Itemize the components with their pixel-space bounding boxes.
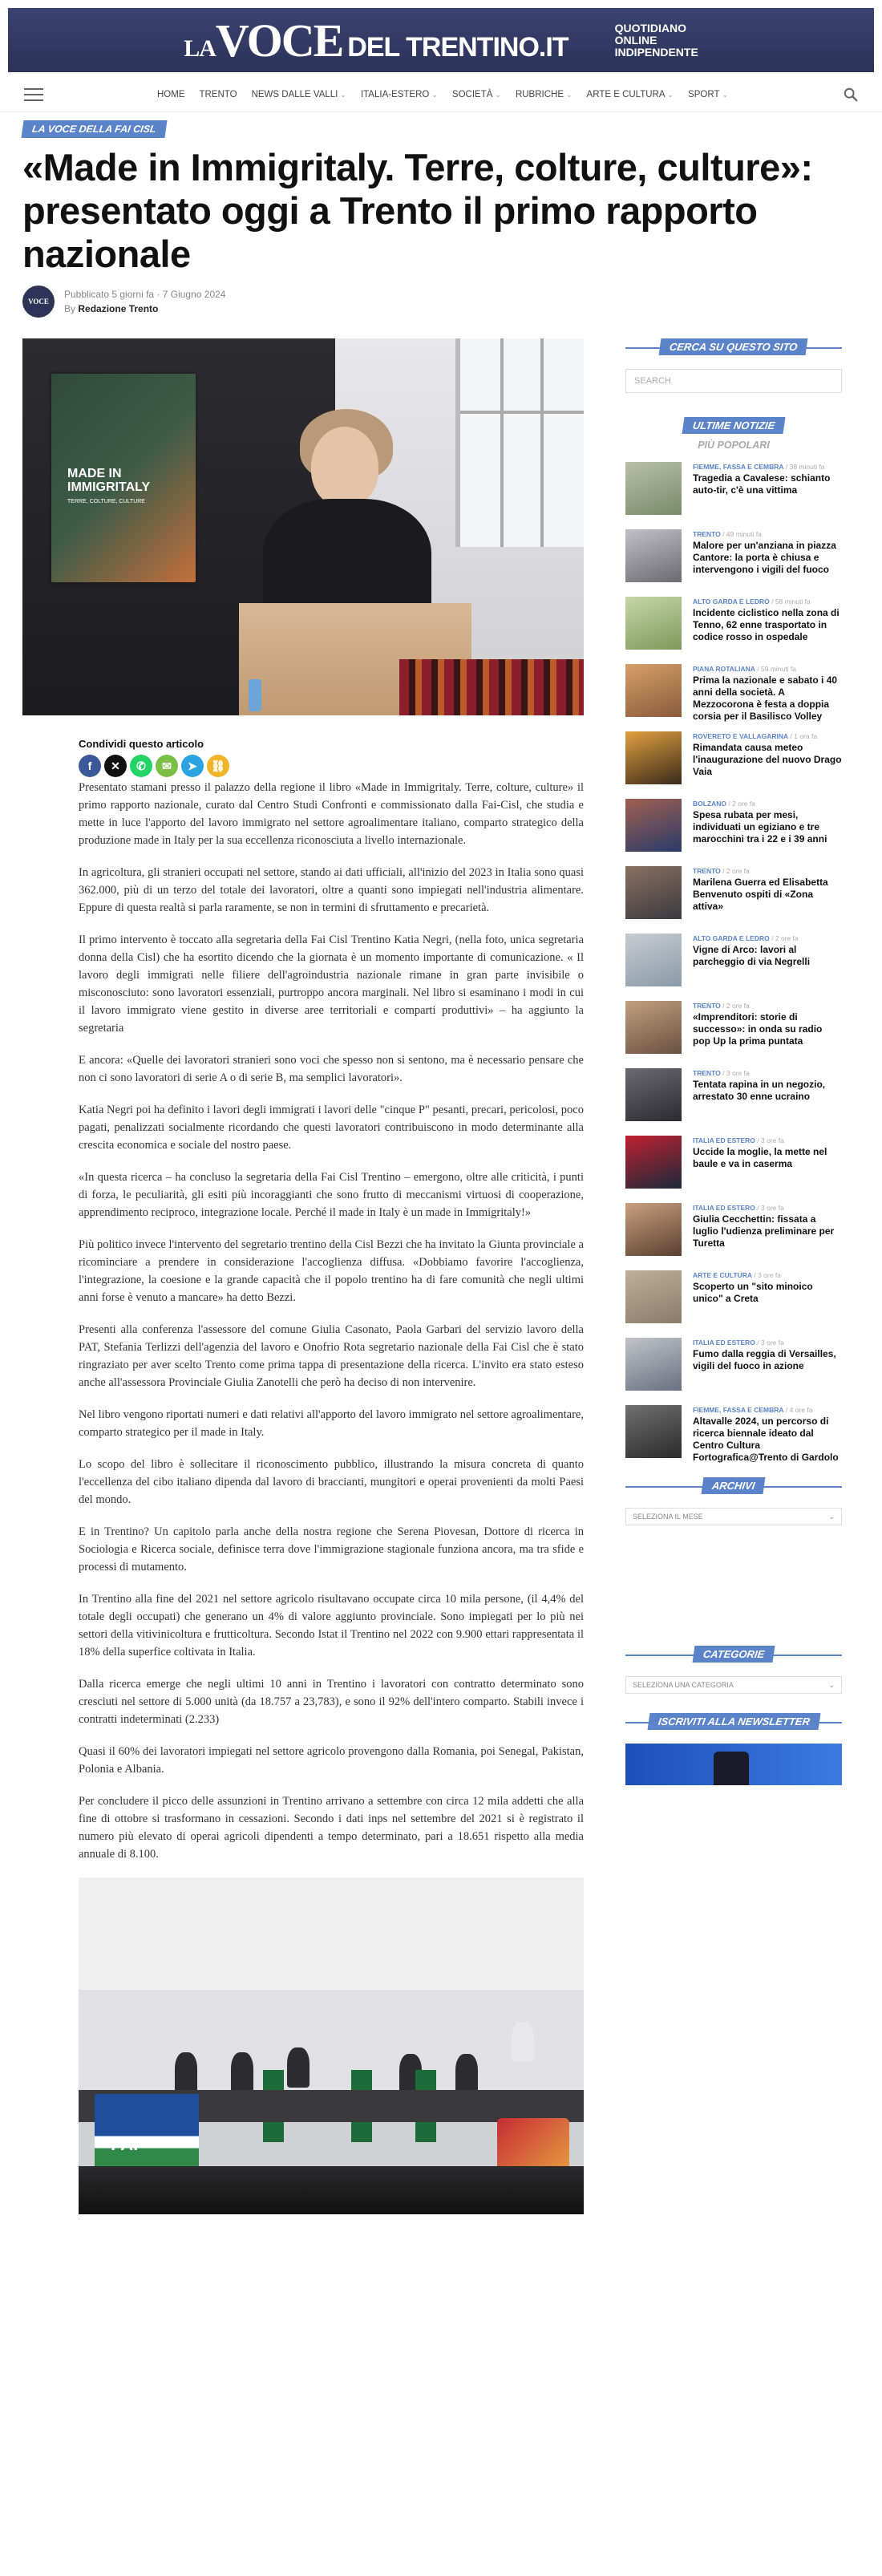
tab-latest-news[interactable]: ULTIME NOTIZIE	[682, 417, 785, 434]
share-section	[79, 738, 584, 777]
news-time: 59 minuti fa	[761, 665, 796, 673]
chevron-down-icon: ⌄	[495, 90, 501, 99]
news-title[interactable]: Tragedia a Cavalese: schianto auto-tir, c'è una vittima	[693, 472, 831, 496]
book-cover-title: MADE IN IMMIGRITALY	[67, 467, 151, 494]
news-separator: /	[755, 665, 762, 673]
archive-widget	[625, 1477, 842, 1525]
news-separator: /	[769, 597, 775, 606]
chevron-down-icon: ⌄	[722, 90, 729, 99]
archive-select[interactable]	[625, 1508, 842, 1525]
news-info	[693, 462, 842, 515]
nav-item-societ-[interactable]: SOCIETÀ ⌄	[451, 89, 501, 99]
news-separator: /	[783, 463, 790, 471]
news-info	[693, 731, 842, 784]
email-icon[interactable]: ✉	[156, 755, 178, 777]
news-title[interactable]: Scoperto un "sito minoico unico" a Creta	[693, 1281, 813, 1304]
news-item[interactable]	[625, 462, 842, 515]
article-paragraph: E ancora: «Quelle dei lavoratori stranieri sono voci che spesso non si sentono, ma è necessario pensare che non ci sono lavoratori di serie A o di serie B, ma semplici lavoratori».	[79, 1054, 584, 1084]
article-paragraph: In agricoltura, gli stranieri occupati nel settore, stando ai dati ufficiali, all'inizio del 2023 in Italia sono quasi 362.000, più di un terzo del totale dei lavoratori, oltre a quanti sono impiegati nell'industria alimentare. Eppure di questa realtà si parla raramente, se non in termini di sfruttamento e precarietà.	[79, 866, 584, 914]
article-paragraph: Katia Negri poi ha definito i lavori degli immigrati i lavori delle "cinque P" pesanti, precari, pericolosi, poco pagati, penalizzati socialmente ricordando che questi lavoratori contribuiscono in modo determinante alla crescita economica e sociale del nostro paese.	[79, 1104, 584, 1152]
categories-heading: CATEGORIE	[692, 1646, 775, 1663]
nav-item-trento[interactable]: TRENTO	[199, 89, 237, 99]
news-category[interactable]: ROVERETO E VALLAGARINA	[693, 732, 789, 740]
news-meta	[693, 1136, 842, 1145]
news-item[interactable]	[625, 731, 842, 784]
news-separator: /	[720, 1069, 726, 1077]
nav-item-rubriche[interactable]: RUBRICHE ⌄	[515, 89, 572, 99]
news-meta	[693, 866, 842, 876]
categories-widget	[625, 1646, 842, 1694]
news-thumbnail[interactable]	[625, 664, 682, 717]
news-time: 3 ore fa	[761, 1339, 784, 1347]
article-paragraph: «In questa ricerca – ha concluso la segretaria della Fai Cisl Trentino – emergono, oltre alle criticità, i punti di forza, le peculiarità, gli esiti più incoraggianti che sono frutto di meccanismi virtuosi di cooperazione, apprendimento reciproco, integrazione locale. Perché il made in Italy è un made in Immigritaly!»	[79, 1171, 584, 1219]
chevron-down-icon: ⌄	[566, 90, 572, 99]
news-info	[693, 1270, 842, 1323]
share-label: Condividi questo articolo	[79, 738, 204, 750]
news-separator: /	[726, 800, 733, 808]
author-line	[64, 302, 225, 316]
news-category[interactable]: ARTE E CULTURA	[693, 1271, 752, 1279]
news-info	[693, 597, 842, 650]
article-paragraph: Presenti alla conferenza l'assessore del comune Giulia Casonato, Paola Garbari del servizio lavoro della PAT, Stefania Terlizzi dell'agenzia del lavoro e Onofrio Rota segretario nazionale della Fai Cisl che è stato ringraziato per aver scelto Trento come prima tappa di presentazione della ricerca. L'invito era stato esteso anche all'assessora Provinciale Giulia Zanotelli che però ha deciso di non intervenire.	[79, 1323, 584, 1389]
news-separator: /	[720, 1002, 726, 1010]
news-time: 3 ore fa	[761, 1204, 784, 1212]
tab-most-popular[interactable]: PIÙ POPOLARI	[698, 439, 770, 451]
news-item[interactable]	[625, 1136, 842, 1189]
news-info	[693, 1338, 842, 1391]
news-info	[693, 664, 842, 722]
news-category[interactable]: TRENTO	[693, 530, 721, 538]
news-item[interactable]	[625, 597, 842, 650]
news-info	[693, 934, 842, 986]
news-category[interactable]: FIEMME, FASSA E CEMBRA	[693, 1406, 784, 1414]
news-title[interactable]: Vigne di Arco: lavori al parcheggio di via Negrelli	[693, 944, 811, 967]
news-item[interactable]	[625, 866, 842, 919]
site-header	[0, 0, 882, 77]
news-thumbnail[interactable]	[625, 1338, 682, 1391]
news-info	[693, 866, 842, 919]
news-thumbnail[interactable]	[625, 462, 682, 515]
conference-photo	[79, 1877, 584, 2214]
search-widget	[625, 338, 842, 393]
news-info	[693, 1203, 842, 1256]
news-meta	[693, 664, 842, 674]
news-meta	[693, 1001, 842, 1011]
article-paragraph: E in Trentino? Un capitolo parla anche della nostra regione che Serena Piovesan, Dottore di ricerca in Sociologia e Ricerca sociale, definisce terra dove l'immigrazione stagionale funziona ancora, ma tra sfide e processi di mutamento.	[79, 1525, 584, 1574]
news-time: 2 ore fa	[775, 934, 799, 942]
archive-select-value: SELEZIONA IL MESE	[633, 1513, 703, 1521]
news-thumbnail[interactable]	[625, 1136, 682, 1189]
nav-item-home[interactable]: HOME	[157, 89, 185, 99]
main-nav	[0, 77, 882, 112]
book-cover-subtitle: TERRE, COLTURE, CULTURE	[67, 499, 145, 504]
flag-label: FAI	[111, 2134, 139, 2154]
chevron-down-icon: ⌄	[828, 1512, 835, 1521]
news-thumbnail[interactable]	[625, 1203, 682, 1256]
hero-image	[22, 338, 584, 715]
news-info	[693, 1136, 842, 1189]
author-name[interactable]: Redazione Trento	[78, 303, 159, 314]
sidebar-search-input[interactable]: SEARCH	[625, 369, 842, 393]
logo-la: LA	[184, 34, 216, 62]
site-tagline	[615, 22, 698, 59]
logo-voce: VOCE	[215, 14, 343, 67]
hamburger-menu-icon[interactable]	[24, 88, 43, 101]
news-title[interactable]: Spesa rubata per mesi, individuati un egiziano e tre marocchini tra i 22 e i 39 anni	[693, 809, 827, 844]
news-category[interactable]: FIEMME, FASSA E CEMBRA	[693, 463, 784, 471]
nav-item-arte-e-cultura[interactable]: ARTE E CULTURA ⌄	[586, 89, 674, 99]
logo-del: DEL TRENTINO.IT	[347, 31, 568, 63]
categories-select-value: SELEZIONA UNA CATEGORIA	[633, 1681, 734, 1689]
byline	[22, 286, 860, 318]
news-item[interactable]	[625, 1338, 842, 1391]
news-category[interactable]: BOLZANO	[693, 800, 727, 808]
article-header	[0, 112, 882, 318]
news-thumbnail[interactable]	[625, 866, 682, 919]
search-heading: CERCA SU QUESTO SITO	[659, 338, 808, 355]
nav-item-italia-estero[interactable]: ITALIA-ESTERO ⌄	[360, 89, 438, 99]
news-separator: /	[755, 1339, 762, 1347]
x-twitter-icon[interactable]: ✕	[104, 755, 127, 777]
news-item[interactable]	[625, 1001, 842, 1054]
news-category[interactable]: TRENTO	[693, 1002, 721, 1010]
header-banner	[8, 8, 874, 72]
site-logo[interactable]	[184, 14, 568, 67]
telegram-icon[interactable]: ➤	[181, 755, 204, 777]
search-icon[interactable]	[844, 87, 858, 102]
news-title[interactable]: Uccide la moglie, la mette nel baule e va in caserma	[693, 1146, 827, 1169]
news-item[interactable]	[625, 799, 842, 852]
article-main	[22, 338, 584, 2214]
news-title[interactable]: Fumo dalla reggia di Versailles, vigili del fuoco in azione	[693, 1348, 836, 1371]
article-paragraph: Lo scopo del libro è sollecitare il riconoscimento pubblico, illustrando la misura concreta di quanto l'eccellenza del cibo italiano dipenda dal lavoro di braccianti, mungitori e operai provenienti da molti Paesi del mondo.	[79, 1458, 584, 1506]
whatsapp-icon[interactable]: ✆	[130, 755, 152, 777]
news-title[interactable]: Rimandata causa meteo l'inaugurazione del nuovo Drago Vaia	[693, 742, 842, 777]
byline-text	[64, 287, 225, 316]
page-content	[0, 338, 882, 2214]
news-meta	[693, 597, 842, 606]
news-meta	[693, 1338, 842, 1347]
article-paragraph: Per concludere il picco delle assunzioni in Trentino arrivano a settembre con circa 12 mila addetti che alla fine di ottobre si trasformano in cessazioni. Secondo i dati inps nel settembre del 2021 si è registrato il numero più elevato di operai agricoli dipendenti a tempo determinato, pari a 18.651 rispetto alla media annuale di 8.100.	[79, 1795, 584, 1861]
by-label: By	[64, 303, 76, 314]
news-meta	[693, 462, 842, 472]
tagline-line-1: QUOTIDIANO	[614, 21, 687, 34]
news-separator: /	[755, 1204, 762, 1212]
news-time: 2 ore fa	[726, 1002, 750, 1010]
newsletter-banner[interactable]	[625, 1744, 842, 1785]
archive-heading: ARCHIVI	[702, 1477, 766, 1494]
news-time: 3 ore fa	[761, 1136, 784, 1144]
copy-link-icon[interactable]: ⛓	[207, 755, 229, 777]
facebook-icon[interactable]: f	[79, 755, 101, 777]
article-paragraph: Quasi il 60% dei lavoratori impiegati nel settore agricolo provengono dalla Romania, poi Senegal, Pakistan, Polonia e Albania.	[79, 1745, 584, 1776]
article-title: «Made in Immigritaly. Terre, colture, culture»: presentato oggi a Trento il primo rapporto nazionale	[22, 146, 813, 275]
news-category[interactable]: ALTO GARDA E LEDRO	[693, 597, 770, 606]
chevron-down-icon: ⌄	[828, 1680, 835, 1689]
chevron-down-icon: ⌄	[431, 90, 438, 99]
nav-items	[157, 90, 728, 99]
news-thumbnail[interactable]	[625, 1068, 682, 1121]
article-paragraph: Più politico invece l'intervento del segretario trentino della Cisl Bezzi che ha invitato la Giunta provinciale a ricominciare a prendere in considerazione l'accoglienza diffusa. «Dobbiamo favorire l'accoglienza, l'integrazione, la coesione e la grande capacità che il popolo trentino ha di fare comunità che negli ultimi anni forse è venuto a mancare» ha detto Bezzi.	[79, 1238, 584, 1304]
news-separator: /	[788, 732, 795, 740]
news-thumbnail[interactable]	[625, 731, 682, 784]
news-category[interactable]: ITALIA ED ESTERO	[693, 1339, 755, 1347]
news-meta	[693, 1405, 842, 1415]
categories-select[interactable]	[625, 1676, 842, 1694]
news-separator: /	[751, 1271, 759, 1279]
newsletter-widget	[625, 1713, 842, 1785]
nav-item-sport[interactable]: SPORT ⌄	[688, 89, 729, 99]
news-meta	[693, 1068, 842, 1078]
news-meta	[693, 934, 842, 943]
news-info	[693, 1001, 842, 1054]
news-separator: /	[720, 867, 726, 875]
news-list	[625, 462, 842, 1463]
news-item[interactable]	[625, 1270, 842, 1323]
news-title[interactable]: Malore per un'anziana in piazza Cantore: la porta è chiusa e intervengono i vigili del fuoco	[693, 540, 836, 575]
news-meta	[693, 529, 842, 539]
news-category[interactable]: ITALIA ED ESTERO	[693, 1204, 755, 1212]
news-item[interactable]	[625, 1068, 842, 1121]
article-body	[79, 779, 584, 1863]
author-avatar[interactable]: VOCE	[22, 286, 55, 318]
newsletter-heading: ISCRIVITI ALLA NEWSLETTER	[647, 1713, 820, 1730]
news-separator: /	[769, 934, 775, 942]
news-category[interactable]: TRENTO	[693, 867, 721, 875]
news-thumbnail[interactable]	[625, 934, 682, 986]
article-paragraph: Il primo intervento è toccato alla segretaria della Fai Cisl Trentino Katia Negri, (nella foto, unica segretaria donna della Cisl) che ha esortito dicendo che la giornata è un momento importante di comunicazione. « Il lavoro degli immigrati nelle filiere dell'agroindustria nazionale rimane in gran parte invisibile o misconosciuto: sono lavoratori essenziali, purtroppo ancora marginali. Nel libro si esaminano i modi in cui il lavoro immigrato viene gestito in diverse aree territoriali e comparti produttivi» – ha aggiunto la segretaria	[79, 934, 584, 1035]
speaker-figure	[311, 427, 378, 507]
news-thumbnail[interactable]	[625, 1270, 682, 1323]
news-time: 4 ore fa	[789, 1406, 813, 1414]
news-item[interactable]	[625, 664, 842, 722]
news-thumbnail[interactable]	[625, 1405, 682, 1458]
news-separator: /	[783, 1406, 790, 1414]
sidebar	[625, 338, 842, 2214]
news-info	[693, 1405, 842, 1463]
news-title[interactable]: Incidente ciclistico nella zona di Tenno, 62 enne trasportato in codice rosso in ospedale	[693, 607, 840, 642]
publish-date: Pubblicato 5 giorni fa · 7 Giugno 2024	[64, 289, 226, 300]
news-category[interactable]: ITALIA ED ESTERO	[693, 1136, 755, 1144]
news-item[interactable]	[625, 529, 842, 582]
news-info	[693, 799, 842, 852]
news-meta	[693, 799, 842, 808]
news-info	[693, 1068, 842, 1121]
news-time: 1 ora fa	[794, 732, 818, 740]
news-item[interactable]	[625, 1203, 842, 1256]
news-time: 3 ore fa	[726, 1069, 750, 1077]
tagline-line-3: INDIPENDENTE	[614, 45, 698, 59]
news-category[interactable]: TRENTO	[693, 1069, 721, 1077]
nav-item-news-dalle-valli[interactable]: NEWS DALLE VALLI ⌄	[251, 89, 346, 99]
news-meta	[693, 1203, 842, 1213]
news-thumbnail[interactable]	[625, 1001, 682, 1054]
news-title[interactable]: Giulia Cecchettin: fissata a luglio l'udienza preliminare per Turetta	[693, 1213, 835, 1249]
article-paragraph: Presentato stamani presso il palazzo della regione il libro «Made in Immigritaly. Terre, colture, culture» il primo rapporto nazionale, curato dal Centro Studi Confronti e commissionato dalla Fai-Cisl, che studia e mette in luce l'apporto del lavoro immigrato nel settore agroalimentare italiano, comparto strategico della produzione made in Italy per la sua eccellenza riconosciuta a livello internazionale.	[79, 781, 584, 847]
article-paragraph: Dalla ricerca emerge che negli ultimi 10 anni in Trentino i lavoratori con contratto determinato sono cresciuti nel settore di 5.000 unità (da 18.757 a 23,783), e sono il 92% dell'intero comparto. Stabili invece i contratti indeterminati (2.233)	[79, 1678, 584, 1726]
news-time: 2 ore fa	[732, 800, 755, 808]
news-title[interactable]: Marilena Guerra ed Elisabetta Benvenuto ospiti di «Zona attiva»	[693, 877, 828, 912]
news-thumbnail[interactable]	[625, 597, 682, 650]
news-title[interactable]: Prima la nazionale e sabato i 40 anni della società. A Mezzocorona è festa a doppia corsia per il Basilisco Volley	[693, 674, 838, 722]
news-separator: /	[755, 1136, 762, 1144]
article-paragraph: Nel libro vengono riportati numeri e dati relativi all'apporto del lavoro immigrato nel settore agroalimentare, comparto strategico per il made in Italy.	[79, 1408, 584, 1439]
news-title[interactable]: Altavalle 2024, un percorso di ricerca biennale ideato dal Centro Cultura Fortografica@Trento di Gardolo	[693, 1416, 839, 1463]
chevron-down-icon: ⌄	[667, 90, 674, 99]
news-time: 3 ore fa	[758, 1271, 781, 1279]
news-time: 2 ore fa	[726, 867, 750, 875]
news-thumbnail[interactable]	[625, 799, 682, 852]
news-category[interactable]: ALTO GARDA E LEDRO	[693, 934, 770, 942]
share-icons	[79, 755, 584, 777]
news-meta	[693, 731, 842, 741]
news-item[interactable]	[625, 1405, 842, 1463]
news-thumbnail[interactable]	[625, 529, 682, 582]
chevron-down-icon: ⌄	[340, 90, 346, 99]
news-info	[693, 529, 842, 582]
news-title[interactable]: Tentata rapina in un negozio, arrestato 30 enne ucraino	[693, 1079, 826, 1102]
news-meta	[693, 1270, 842, 1280]
news-category[interactable]: PIANA ROTALIANA	[693, 665, 755, 673]
news-title[interactable]: «Imprenditori: storie di successo»: in onda su radio pop Up la prima puntata	[693, 1011, 823, 1047]
article-paragraph: In Trentino alla fine del 2021 nel settore agricolo risultavano occupate circa 10 mila persone, (il 4,4% del totale degli occupati) che generano un 4% di valore aggiunto provinciale. Sono impiegati per lo più nei settori della vitivinicoltura e frutticoltura. Secondo Istat il Trentino nel 2022 con 9.900 ettari rappresentata il 18% della superfice coltivata in Italia.	[79, 1593, 584, 1659]
news-item[interactable]	[625, 934, 842, 986]
news-time: 49 minuti fa	[726, 530, 762, 538]
news-widget	[625, 417, 842, 1463]
category-badge[interactable]: LA VOCE DELLA FAI CISL	[21, 120, 167, 138]
news-separator: /	[720, 530, 726, 538]
news-time: 38 minuti fa	[789, 463, 825, 471]
tagline-line-2: ONLINE	[614, 33, 657, 47]
news-time: 58 minuti fa	[775, 597, 811, 606]
